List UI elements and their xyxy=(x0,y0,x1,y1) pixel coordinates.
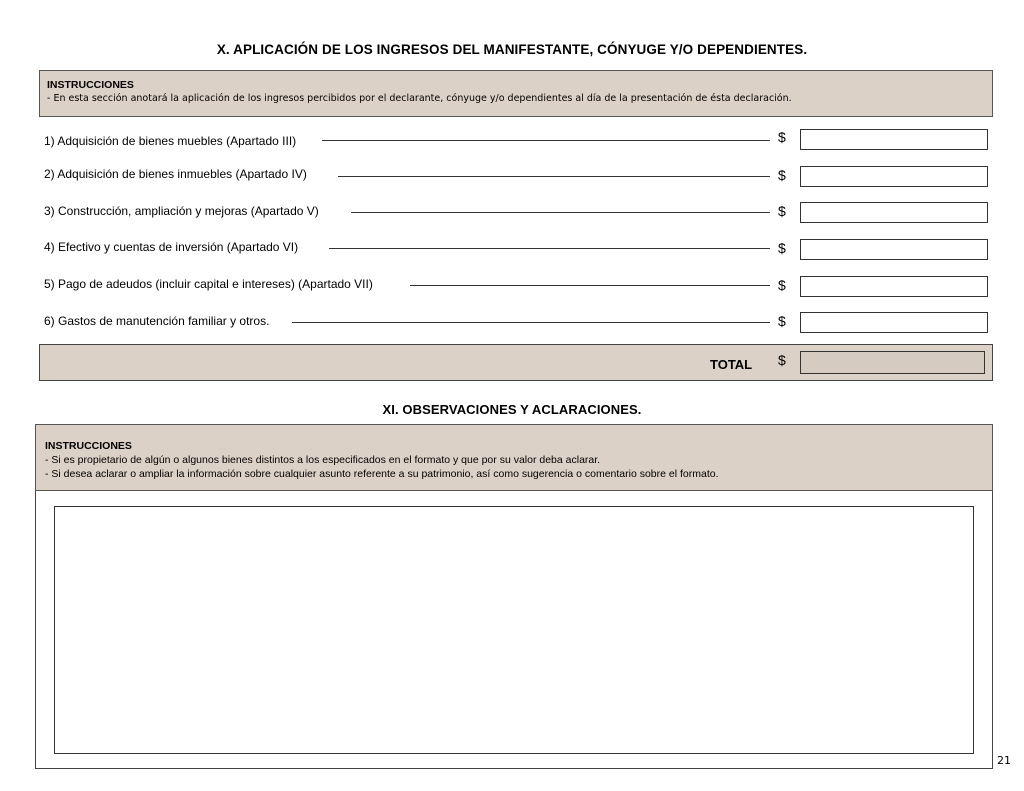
row-label-bienes-muebles: 1) Adquisición de bienes muebles (Apartado III) xyxy=(44,134,297,148)
leader-line xyxy=(322,140,770,141)
section-xi-instructions xyxy=(35,424,993,491)
section-xi-title: XI. OBSERVACIONES Y ACLARACIONES. xyxy=(382,402,642,417)
row-label-construccion: 3) Construcción, ampliación y mejoras (Apartado V) xyxy=(44,204,319,218)
amount-field-efectivo[interactable] xyxy=(800,239,988,260)
amount-field-pago-adeudos[interactable] xyxy=(800,276,988,297)
leader-line xyxy=(351,212,770,213)
total-amount-field[interactable] xyxy=(800,351,985,374)
observations-textarea[interactable] xyxy=(54,506,974,754)
total-label: TOTAL xyxy=(710,357,753,372)
leader-line xyxy=(338,176,770,177)
currency-symbol: $ xyxy=(778,203,786,219)
page-number: 21 xyxy=(997,754,1011,767)
instructions-text: - En esta sección anotará la aplicación de los ingresos percibidos por el declarante, cónyuge y/o dependientes al día de la presentación de ésta declaración. xyxy=(47,93,792,104)
section-x-title: X. APLICACIÓN DE LOS INGRESOS DEL MANIFESTANTE, CÓNYUGE Y/O DEPENDIENTES. xyxy=(216,42,808,57)
amount-field-bienes-muebles[interactable] xyxy=(800,129,988,150)
row-label-gastos-manutencion: 6) Gastos de manutención familiar y otros. xyxy=(44,314,270,328)
currency-symbol: $ xyxy=(778,129,786,145)
instructions-line: - Si es propietario de algún o algunos bienes distintos a los especificados en el formato y que por su valor deba aclarar. xyxy=(45,454,601,466)
leader-line xyxy=(292,322,770,323)
instructions-heading: INSTRUCCIONES xyxy=(47,79,134,91)
section-x-instructions xyxy=(39,70,993,117)
currency-symbol: $ xyxy=(778,313,786,329)
leader-line xyxy=(329,248,770,249)
instructions-line: - Si desea aclarar o ampliar la información sobre cualquier asunto referente a su patrimonio, así como sugerencia o comentario sobre el formato. xyxy=(45,468,719,480)
instructions-heading: INSTRUCCIONES xyxy=(45,440,132,452)
currency-symbol: $ xyxy=(778,352,786,368)
currency-symbol: $ xyxy=(778,167,786,183)
amount-field-bienes-inmuebles[interactable] xyxy=(800,166,988,187)
currency-symbol: $ xyxy=(778,240,786,256)
amount-field-construccion[interactable] xyxy=(800,202,988,223)
amount-field-gastos-manutencion[interactable] xyxy=(800,312,988,333)
currency-symbol: $ xyxy=(778,277,786,293)
row-label-efectivo: 4) Efectivo y cuentas de inversión (Apartado VI) xyxy=(44,240,299,254)
row-label-bienes-inmuebles: 2) Adquisición de bienes inmuebles (Apartado IV) xyxy=(44,167,307,181)
row-label-pago-adeudos: 5) Pago de adeudos (incluir capital e intereses) (Apartado VII) xyxy=(44,277,373,291)
leader-line xyxy=(410,285,770,286)
